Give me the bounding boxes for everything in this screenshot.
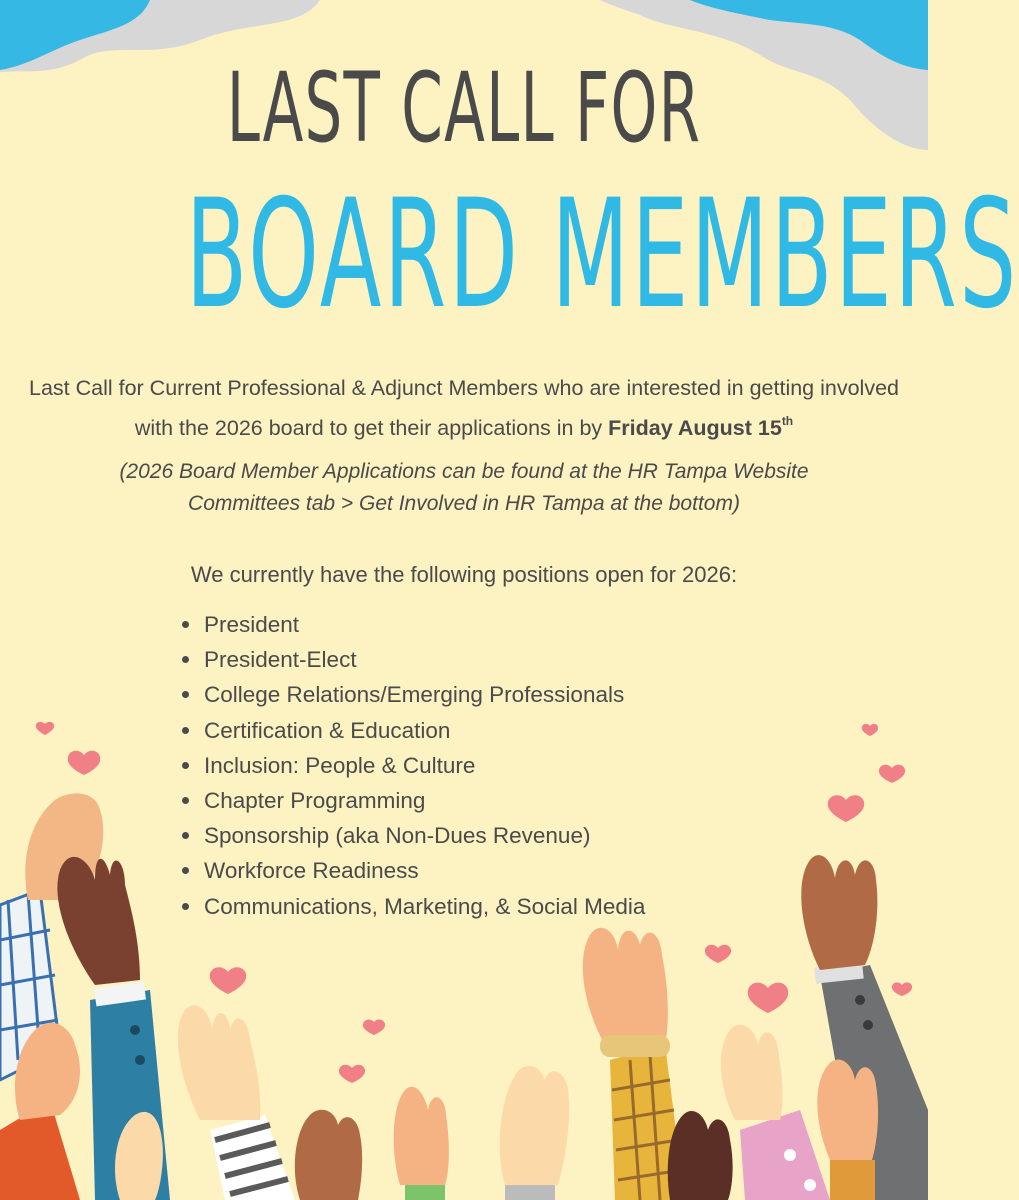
raised-hand-icon <box>668 1111 733 1200</box>
headline-line-1: LAST CALL FOR <box>226 52 702 164</box>
deadline <box>608 416 793 440</box>
headline-line-2: BOARD MEMBERS <box>185 168 1019 342</box>
position-item: Communications, Marketing, & Social Media <box>180 889 645 924</box>
intro-paragraph <box>20 372 908 445</box>
position-item: President-Elect <box>180 642 645 677</box>
raised-hand-icon <box>295 1110 362 1200</box>
deadline-suffix: th <box>781 414 794 428</box>
position-item: Chapter Programming <box>180 783 645 818</box>
deadline-date: Friday August 15 <box>608 416 782 440</box>
application-note <box>20 456 908 520</box>
raised-hand-icon <box>817 1060 878 1200</box>
intro-text: Last Call for Current Professional & Adjunct Members who are interested in getting involved with the 2026 board to get their applications in by <box>29 376 899 440</box>
note-line-1: (2026 Board Member Applications can be found at the HR Tampa Website <box>119 460 809 483</box>
raised-hand-icon <box>394 1087 449 1200</box>
position-item: Certification & Education <box>180 713 645 748</box>
position-item: Inclusion: People & Culture <box>180 748 645 783</box>
positions-intro: We currently have the following positions open for 2026: <box>190 562 738 587</box>
position-item: Workforce Readiness <box>180 853 645 888</box>
raised-hand-icon <box>500 1066 569 1200</box>
position-item: President <box>180 607 645 642</box>
position-item: College Relations/Emerging Professionals <box>180 677 645 712</box>
raised-hand-icon <box>721 1025 830 1200</box>
positions-list <box>180 607 645 924</box>
raised-hand-icon <box>178 1005 295 1200</box>
note-line-2: Committees tab > Get Involved in HR Tampa at the bottom) <box>188 492 740 515</box>
position-item: Sponsorship (aka Non-Dues Revenue) <box>180 818 645 853</box>
